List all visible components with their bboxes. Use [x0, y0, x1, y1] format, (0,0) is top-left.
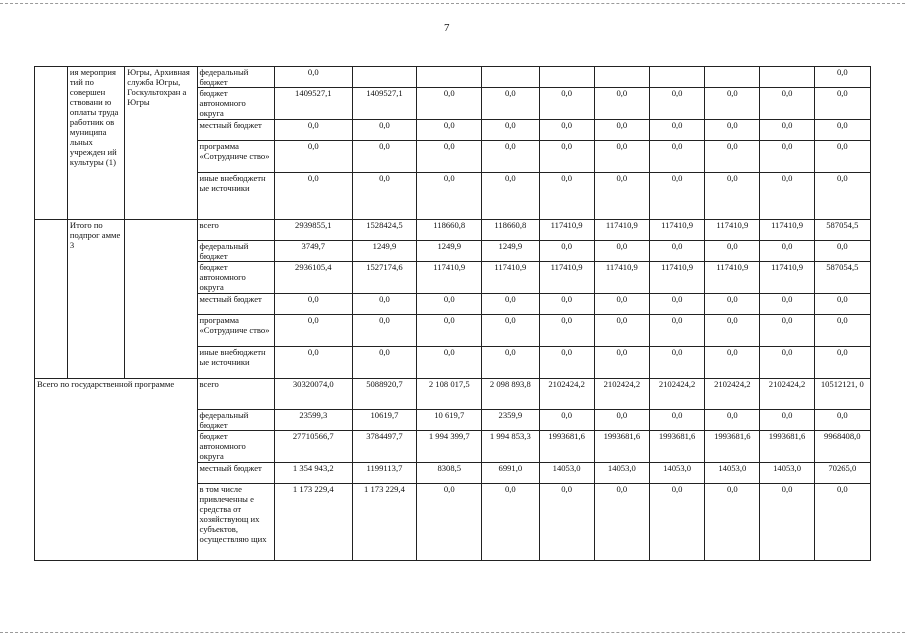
amount-cell: 1409527,1 — [352, 88, 417, 120]
amount-cell: 1993681,6 — [649, 431, 704, 463]
amount-cell: 0,0 — [814, 141, 870, 173]
amount-cell: 0,0 — [814, 410, 870, 431]
amount-cell: 14053,0 — [539, 463, 594, 484]
amount-cell: 0,0 — [482, 315, 539, 347]
amount-cell: 0,0 — [814, 347, 870, 379]
executor-cell: Югры, Архивная служба Югры, Госкультохран а Югры — [125, 67, 197, 220]
amount-cell: 117410,9 — [760, 220, 814, 241]
amount-cell: 27710566,7 — [275, 431, 353, 463]
amount-cell: 0,0 — [649, 120, 704, 141]
amount-cell: 9968408,0 — [814, 431, 870, 463]
amount-cell: 0,0 — [417, 315, 482, 347]
amount-cell: 0,0 — [760, 120, 814, 141]
funding-source-cell: местный бюджет — [197, 294, 275, 315]
amount-cell: 0,0 — [417, 173, 482, 220]
amount-cell: 0,0 — [814, 120, 870, 141]
amount-cell: 0,0 — [417, 484, 482, 561]
amount-cell: 0,0 — [649, 315, 704, 347]
amount-cell: 0,0 — [352, 141, 417, 173]
amount-cell: 0,0 — [594, 410, 649, 431]
amount-cell — [539, 67, 594, 88]
scan-bottom-edge — [0, 632, 905, 633]
amount-cell: 0,0 — [594, 294, 649, 315]
amount-cell: 0,0 — [760, 141, 814, 173]
amount-cell: 2102424,2 — [705, 379, 760, 410]
amount-cell: 0,0 — [482, 88, 539, 120]
funding-source-cell: федеральный бюджет — [197, 67, 275, 88]
amount-cell: 0,0 — [482, 141, 539, 173]
amount-cell: 0,0 — [482, 120, 539, 141]
amount-cell: 0,0 — [594, 120, 649, 141]
amount-cell: 0,0 — [649, 484, 704, 561]
amount-cell: 1993681,6 — [594, 431, 649, 463]
amount-cell: 0,0 — [594, 141, 649, 173]
amount-cell: 2102424,2 — [649, 379, 704, 410]
subprogram-total-label: Итого по подпрог амме 3 — [67, 220, 124, 379]
amount-cell: 23599,3 — [275, 410, 353, 431]
amount-cell: 0,0 — [649, 141, 704, 173]
amount-cell: 0,0 — [705, 410, 760, 431]
amount-cell — [482, 67, 539, 88]
amount-cell: 6991,0 — [482, 463, 539, 484]
amount-cell: 2102424,2 — [760, 379, 814, 410]
amount-cell: 70265,0 — [814, 463, 870, 484]
amount-cell: 117410,9 — [705, 262, 760, 294]
amount-cell — [649, 67, 704, 88]
amount-cell: 2936105,4 — [275, 262, 353, 294]
amount-cell: 0,0 — [760, 294, 814, 315]
amount-cell: 118660,8 — [482, 220, 539, 241]
amount-cell — [417, 67, 482, 88]
amount-cell: 0,0 — [275, 347, 353, 379]
funding-source-cell: иные внебюджетн ые источники — [197, 347, 275, 379]
amount-cell: 0,0 — [539, 88, 594, 120]
amount-cell: 0,0 — [539, 173, 594, 220]
amount-cell: 0,0 — [760, 484, 814, 561]
amount-cell: 0,0 — [814, 484, 870, 561]
amount-cell: 0,0 — [649, 410, 704, 431]
amount-cell: 0,0 — [539, 315, 594, 347]
amount-cell: 8308,5 — [417, 463, 482, 484]
amount-cell: 0,0 — [594, 347, 649, 379]
amount-cell: 1993681,6 — [539, 431, 594, 463]
amount-cell: 0,0 — [417, 141, 482, 173]
amount-cell: 10 619,7 — [417, 410, 482, 431]
amount-cell: 0,0 — [649, 241, 704, 262]
amount-cell: 0,0 — [539, 120, 594, 141]
amount-cell: 0,0 — [594, 241, 649, 262]
amount-cell: 0,0 — [275, 120, 353, 141]
amount-cell: 0,0 — [539, 347, 594, 379]
executor-cell — [125, 220, 197, 379]
amount-cell: 0,0 — [539, 484, 594, 561]
amount-cell: 0,0 — [705, 315, 760, 347]
amount-cell: 0,0 — [482, 484, 539, 561]
amount-cell: 0,0 — [352, 315, 417, 347]
amount-cell: 0,0 — [275, 173, 353, 220]
amount-cell: 1 173 229,4 — [352, 484, 417, 561]
amount-cell: 1993681,6 — [705, 431, 760, 463]
amount-cell: 0,0 — [275, 294, 353, 315]
amount-cell: 1 994 399,7 — [417, 431, 482, 463]
amount-cell: 587054,5 — [814, 220, 870, 241]
amount-cell: 117410,9 — [594, 262, 649, 294]
amount-cell: 2102424,2 — [539, 379, 594, 410]
funding-source-cell: программа «Сотрудниче ство» — [197, 315, 275, 347]
amount-cell: 0,0 — [649, 88, 704, 120]
funding-source-cell: бюджет автономного округа — [197, 431, 275, 463]
amount-cell: 0,0 — [352, 173, 417, 220]
amount-cell — [352, 67, 417, 88]
funding-source-cell: иные внебюджетн ые источники — [197, 173, 275, 220]
amount-cell: 10512121, 0 — [814, 379, 870, 410]
amount-cell: 3749,7 — [275, 241, 353, 262]
funding-source-cell: в том числе привлеченны е средства от хозяйствующ их субъектов, осуществляю щих — [197, 484, 275, 561]
amount-cell: 0,0 — [275, 315, 353, 347]
amount-cell: 0,0 — [814, 294, 870, 315]
amount-cell: 0,0 — [814, 315, 870, 347]
amount-cell: 0,0 — [705, 141, 760, 173]
amount-cell: 1 173 229,4 — [275, 484, 353, 561]
amount-cell: 0,0 — [705, 241, 760, 262]
amount-cell: 0,0 — [539, 241, 594, 262]
amount-cell: 0,0 — [649, 173, 704, 220]
amount-cell: 14053,0 — [705, 463, 760, 484]
amount-cell: 1249,9 — [352, 241, 417, 262]
amount-cell: 0,0 — [539, 294, 594, 315]
amount-cell: 0,0 — [352, 294, 417, 315]
amount-cell: 0,0 — [705, 173, 760, 220]
amount-cell: 0,0 — [417, 120, 482, 141]
amount-cell: 0,0 — [482, 347, 539, 379]
amount-cell — [594, 67, 649, 88]
blank-number-cell — [35, 67, 68, 220]
funding-source-cell: федеральный бюджет — [197, 241, 275, 262]
amount-cell: 0,0 — [352, 347, 417, 379]
amount-cell: 0,0 — [539, 410, 594, 431]
amount-cell: 0,0 — [814, 88, 870, 120]
amount-cell: 0,0 — [417, 88, 482, 120]
funding-source-cell: местный бюджет — [197, 463, 275, 484]
amount-cell: 1 994 853,3 — [482, 431, 539, 463]
amount-cell: 587054,5 — [814, 262, 870, 294]
blank-number-cell — [35, 220, 68, 379]
amount-cell: 3784497,7 — [352, 431, 417, 463]
amount-cell: 0,0 — [417, 347, 482, 379]
amount-cell: 117410,9 — [760, 262, 814, 294]
amount-cell: 1249,9 — [482, 241, 539, 262]
amount-cell: 0,0 — [705, 120, 760, 141]
amount-cell — [760, 67, 814, 88]
amount-cell: 117410,9 — [417, 262, 482, 294]
amount-cell: 117410,9 — [649, 220, 704, 241]
amount-cell: 0,0 — [275, 67, 353, 88]
table-row — [35, 220, 871, 241]
amount-cell: 118660,8 — [417, 220, 482, 241]
amount-cell: 117410,9 — [482, 262, 539, 294]
page-number: 7 — [444, 22, 450, 34]
amount-cell: 0,0 — [705, 294, 760, 315]
amount-cell: 0,0 — [760, 173, 814, 220]
amount-cell: 0,0 — [649, 347, 704, 379]
amount-cell: 0,0 — [594, 315, 649, 347]
amount-cell: 0,0 — [705, 484, 760, 561]
amount-cell: 0,0 — [594, 88, 649, 120]
scan-top-edge — [0, 3, 905, 4]
measure-name-cell: ия мероприя тий по совершен ствовани ю оплаты труда работник ов муниципа льных учрежден ий культуры (1) — [67, 67, 124, 220]
amount-cell: 0,0 — [705, 347, 760, 379]
amount-cell: 0,0 — [760, 241, 814, 262]
amount-cell: 2 098 893,8 — [482, 379, 539, 410]
amount-cell: 117410,9 — [539, 220, 594, 241]
amount-cell: 5088920,7 — [352, 379, 417, 410]
amount-cell: 0,0 — [649, 294, 704, 315]
amount-cell: 0,0 — [275, 141, 353, 173]
amount-cell: 0,0 — [814, 67, 870, 88]
amount-cell: 1527174,6 — [352, 262, 417, 294]
amount-cell: 2 108 017,5 — [417, 379, 482, 410]
amount-cell: 1199113,7 — [352, 463, 417, 484]
amount-cell: 1 354 943,2 — [275, 463, 353, 484]
amount-cell: 0,0 — [760, 410, 814, 431]
funding-source-cell: всего — [197, 220, 275, 241]
amount-cell: 14053,0 — [649, 463, 704, 484]
amount-cell: 0,0 — [814, 173, 870, 220]
amount-cell: 117410,9 — [705, 220, 760, 241]
amount-cell: 0,0 — [482, 294, 539, 315]
amount-cell: 0,0 — [760, 315, 814, 347]
funding-source-cell: программа «Сотрудниче ство» — [197, 141, 275, 173]
funding-source-cell: бюджет автономного округа — [197, 88, 275, 120]
amount-cell: 1409527,1 — [275, 88, 353, 120]
table-row — [35, 67, 871, 88]
amount-cell: 117410,9 — [649, 262, 704, 294]
amount-cell: 0,0 — [760, 88, 814, 120]
amount-cell: 14053,0 — [760, 463, 814, 484]
amount-cell: 10619,7 — [352, 410, 417, 431]
funding-source-cell: местный бюджет — [197, 120, 275, 141]
amount-cell: 0,0 — [594, 484, 649, 561]
amount-cell: 0,0 — [482, 173, 539, 220]
budget-table — [34, 66, 871, 561]
amount-cell: 14053,0 — [594, 463, 649, 484]
amount-cell: 0,0 — [594, 173, 649, 220]
table-row — [35, 379, 871, 410]
amount-cell: 0,0 — [760, 347, 814, 379]
program-total-label: Всего по государственной программе — [35, 379, 198, 561]
amount-cell: 2102424,2 — [594, 379, 649, 410]
amount-cell: 117410,9 — [594, 220, 649, 241]
amount-cell: 30320074,0 — [275, 379, 353, 410]
amount-cell — [705, 67, 760, 88]
amount-cell: 1528424,5 — [352, 220, 417, 241]
amount-cell: 0,0 — [705, 88, 760, 120]
amount-cell: 0,0 — [352, 120, 417, 141]
amount-cell: 2939855,1 — [275, 220, 353, 241]
amount-cell: 117410,9 — [539, 262, 594, 294]
funding-source-cell: бюджет автономного округа — [197, 262, 275, 294]
amount-cell: 0,0 — [417, 294, 482, 315]
amount-cell: 1993681,6 — [760, 431, 814, 463]
amount-cell: 0,0 — [539, 141, 594, 173]
amount-cell: 0,0 — [814, 241, 870, 262]
funding-source-cell: всего — [197, 379, 275, 410]
amount-cell: 2359,9 — [482, 410, 539, 431]
funding-source-cell: федеральный бюджет — [197, 410, 275, 431]
amount-cell: 1249,9 — [417, 241, 482, 262]
